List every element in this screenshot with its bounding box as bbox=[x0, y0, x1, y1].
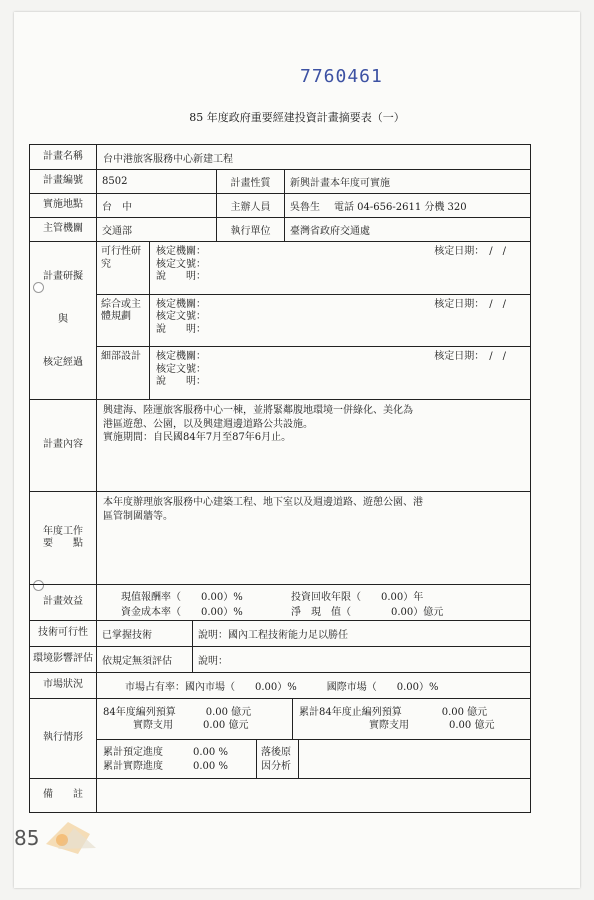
row-benefit bbox=[30, 584, 530, 620]
label-content: 計畫內容 bbox=[30, 400, 97, 491]
summary-form bbox=[29, 144, 531, 813]
label-benefit: 計畫效益 bbox=[30, 585, 97, 620]
value-authority: 交通部 bbox=[97, 218, 217, 241]
label-manager: 主辦人員 bbox=[217, 194, 285, 217]
stage-field: 核定機關： bbox=[156, 298, 206, 310]
stage-field: 說 明： bbox=[156, 323, 206, 335]
value-remarks bbox=[97, 779, 530, 812]
label-executor: 執行單位 bbox=[217, 218, 285, 241]
annual-work-line: 區管制圍牆等。 bbox=[103, 510, 173, 522]
value-env: 依規定無須評估 bbox=[97, 647, 193, 672]
value-executor: 臺灣省政府交通處 bbox=[290, 226, 370, 237]
label-review-2: 與 bbox=[58, 314, 68, 326]
stage-date: 核定日期： / / bbox=[434, 246, 506, 257]
stage-field: 核定機關： bbox=[156, 246, 206, 257]
value-location: 台 中 bbox=[97, 194, 217, 217]
budget-line: 84年度編列預算 0.00 億元 bbox=[103, 706, 252, 718]
note-tech: 說明：國內工程技術能力足以勝任 bbox=[198, 630, 348, 641]
review-stage-feasibility bbox=[97, 242, 530, 294]
reason-label: 因分析 bbox=[261, 760, 291, 772]
stage-field: 核定機關： bbox=[156, 351, 206, 363]
budget-line: 實際支用 0.00 億元 bbox=[299, 720, 495, 731]
label-tech: 技術可行性 bbox=[30, 621, 97, 646]
value-manager-phone: 電話 04-656-2611 分機 320 bbox=[334, 202, 467, 213]
budget-line: 實際支用 0.00 億元 bbox=[103, 720, 249, 731]
review-stage-planning bbox=[97, 294, 530, 347]
label-execution: 執行情形 bbox=[30, 699, 97, 778]
stage-field: 說 明： bbox=[156, 271, 206, 282]
content-line: 實施期間：自民國84年7月至87年6月止。 bbox=[103, 432, 292, 443]
value-plan-nature: 新興計畫本年度可實施 bbox=[290, 178, 390, 189]
stage-category: 綜合或主體規劃 bbox=[97, 295, 150, 347]
label-env: 環境影響評估 bbox=[30, 647, 97, 672]
document-title: 85 年度政府重要經建投資計畫摘要表（一） bbox=[189, 111, 405, 124]
annual-work-line: 本年度辦理旅客服務中心建築工程、地下室以及週邊道路、遊憩公園、港 bbox=[103, 497, 423, 508]
label-plan-name: 計畫名稱 bbox=[30, 145, 97, 169]
value-plan-name: 台中港旅客服務中心新建工程 bbox=[103, 153, 233, 165]
label-market: 市場狀況 bbox=[30, 673, 97, 698]
label-authority: 主管機關 bbox=[30, 218, 97, 241]
row-review bbox=[30, 241, 530, 399]
label-location: 實施地點 bbox=[30, 194, 97, 217]
value-market: 市場占有率：國內市場（ 0.00）% 國際市場（ 0.00）% bbox=[125, 682, 439, 693]
reason-blank bbox=[299, 740, 530, 779]
stage-field: 核定文號： bbox=[156, 258, 206, 270]
row-location bbox=[30, 193, 530, 217]
label-annual-work-1: 年度工作 bbox=[43, 525, 83, 537]
stage-field: 核定文號： bbox=[156, 311, 206, 323]
content-line: 興建海、陸運旅客服務中心一棟，並將緊鄰腹地環境一併綠化、美化為 bbox=[103, 405, 413, 416]
row-plan-code bbox=[30, 169, 530, 193]
row-tech bbox=[30, 620, 530, 646]
stage-date: 核定日期： / / bbox=[434, 351, 506, 363]
stage-field: 核定文號： bbox=[156, 363, 206, 375]
stage-category: 細部設計 bbox=[97, 347, 150, 399]
value-tech: 已掌握技術 bbox=[97, 621, 193, 646]
watermark-logo-icon bbox=[38, 804, 108, 864]
benefit-item: 投資回收年限（ 0.00）年 bbox=[291, 591, 424, 603]
label-remarks: 備 註 bbox=[30, 779, 97, 812]
reason-label: 落後原 bbox=[261, 747, 291, 758]
content-line: 港區遊憩、公園，以及興建週邊道路公共設施。 bbox=[103, 418, 313, 430]
progress-line: 累計實際進度 0.00 % bbox=[103, 760, 228, 772]
stage-category: 可行性研究 bbox=[97, 242, 150, 294]
benefit-item: 淨 現 值（ 0.00）億元 bbox=[291, 606, 444, 618]
value-plan-code: 8502 bbox=[97, 170, 217, 193]
label-plan-code: 計畫編號 bbox=[30, 170, 97, 193]
value-manager-name: 吳魯生 bbox=[290, 202, 320, 213]
budget-line: 累計84年度止編列預算 0.00 億元 bbox=[299, 706, 488, 718]
label-review-1: 計畫研擬 bbox=[43, 271, 83, 283]
row-content bbox=[30, 399, 530, 491]
stamp-number: 7760461 bbox=[300, 66, 383, 87]
benefit-item: 資金成本率（ 0.00）% bbox=[121, 606, 243, 618]
stage-field: 說 明： bbox=[156, 376, 206, 388]
row-market bbox=[30, 672, 530, 698]
label-review-3: 核定經過 bbox=[43, 357, 83, 369]
progress-line: 累計預定進度 0.00 % bbox=[103, 747, 228, 758]
row-plan-name bbox=[30, 145, 530, 169]
stage-date: 核定日期： / / bbox=[434, 298, 506, 310]
note-env: 說明： bbox=[198, 656, 228, 667]
margin-number: 85 bbox=[14, 826, 40, 850]
review-stage-design bbox=[97, 346, 530, 399]
label-plan-nature: 計畫性質 bbox=[217, 170, 285, 193]
label-annual-work-2: 要 點 bbox=[43, 538, 83, 549]
benefit-item: 現值報酬率（ 0.00）% bbox=[121, 591, 243, 603]
row-authority bbox=[30, 217, 530, 241]
row-annual-work bbox=[30, 491, 530, 584]
row-execution bbox=[30, 698, 530, 778]
row-env bbox=[30, 646, 530, 672]
